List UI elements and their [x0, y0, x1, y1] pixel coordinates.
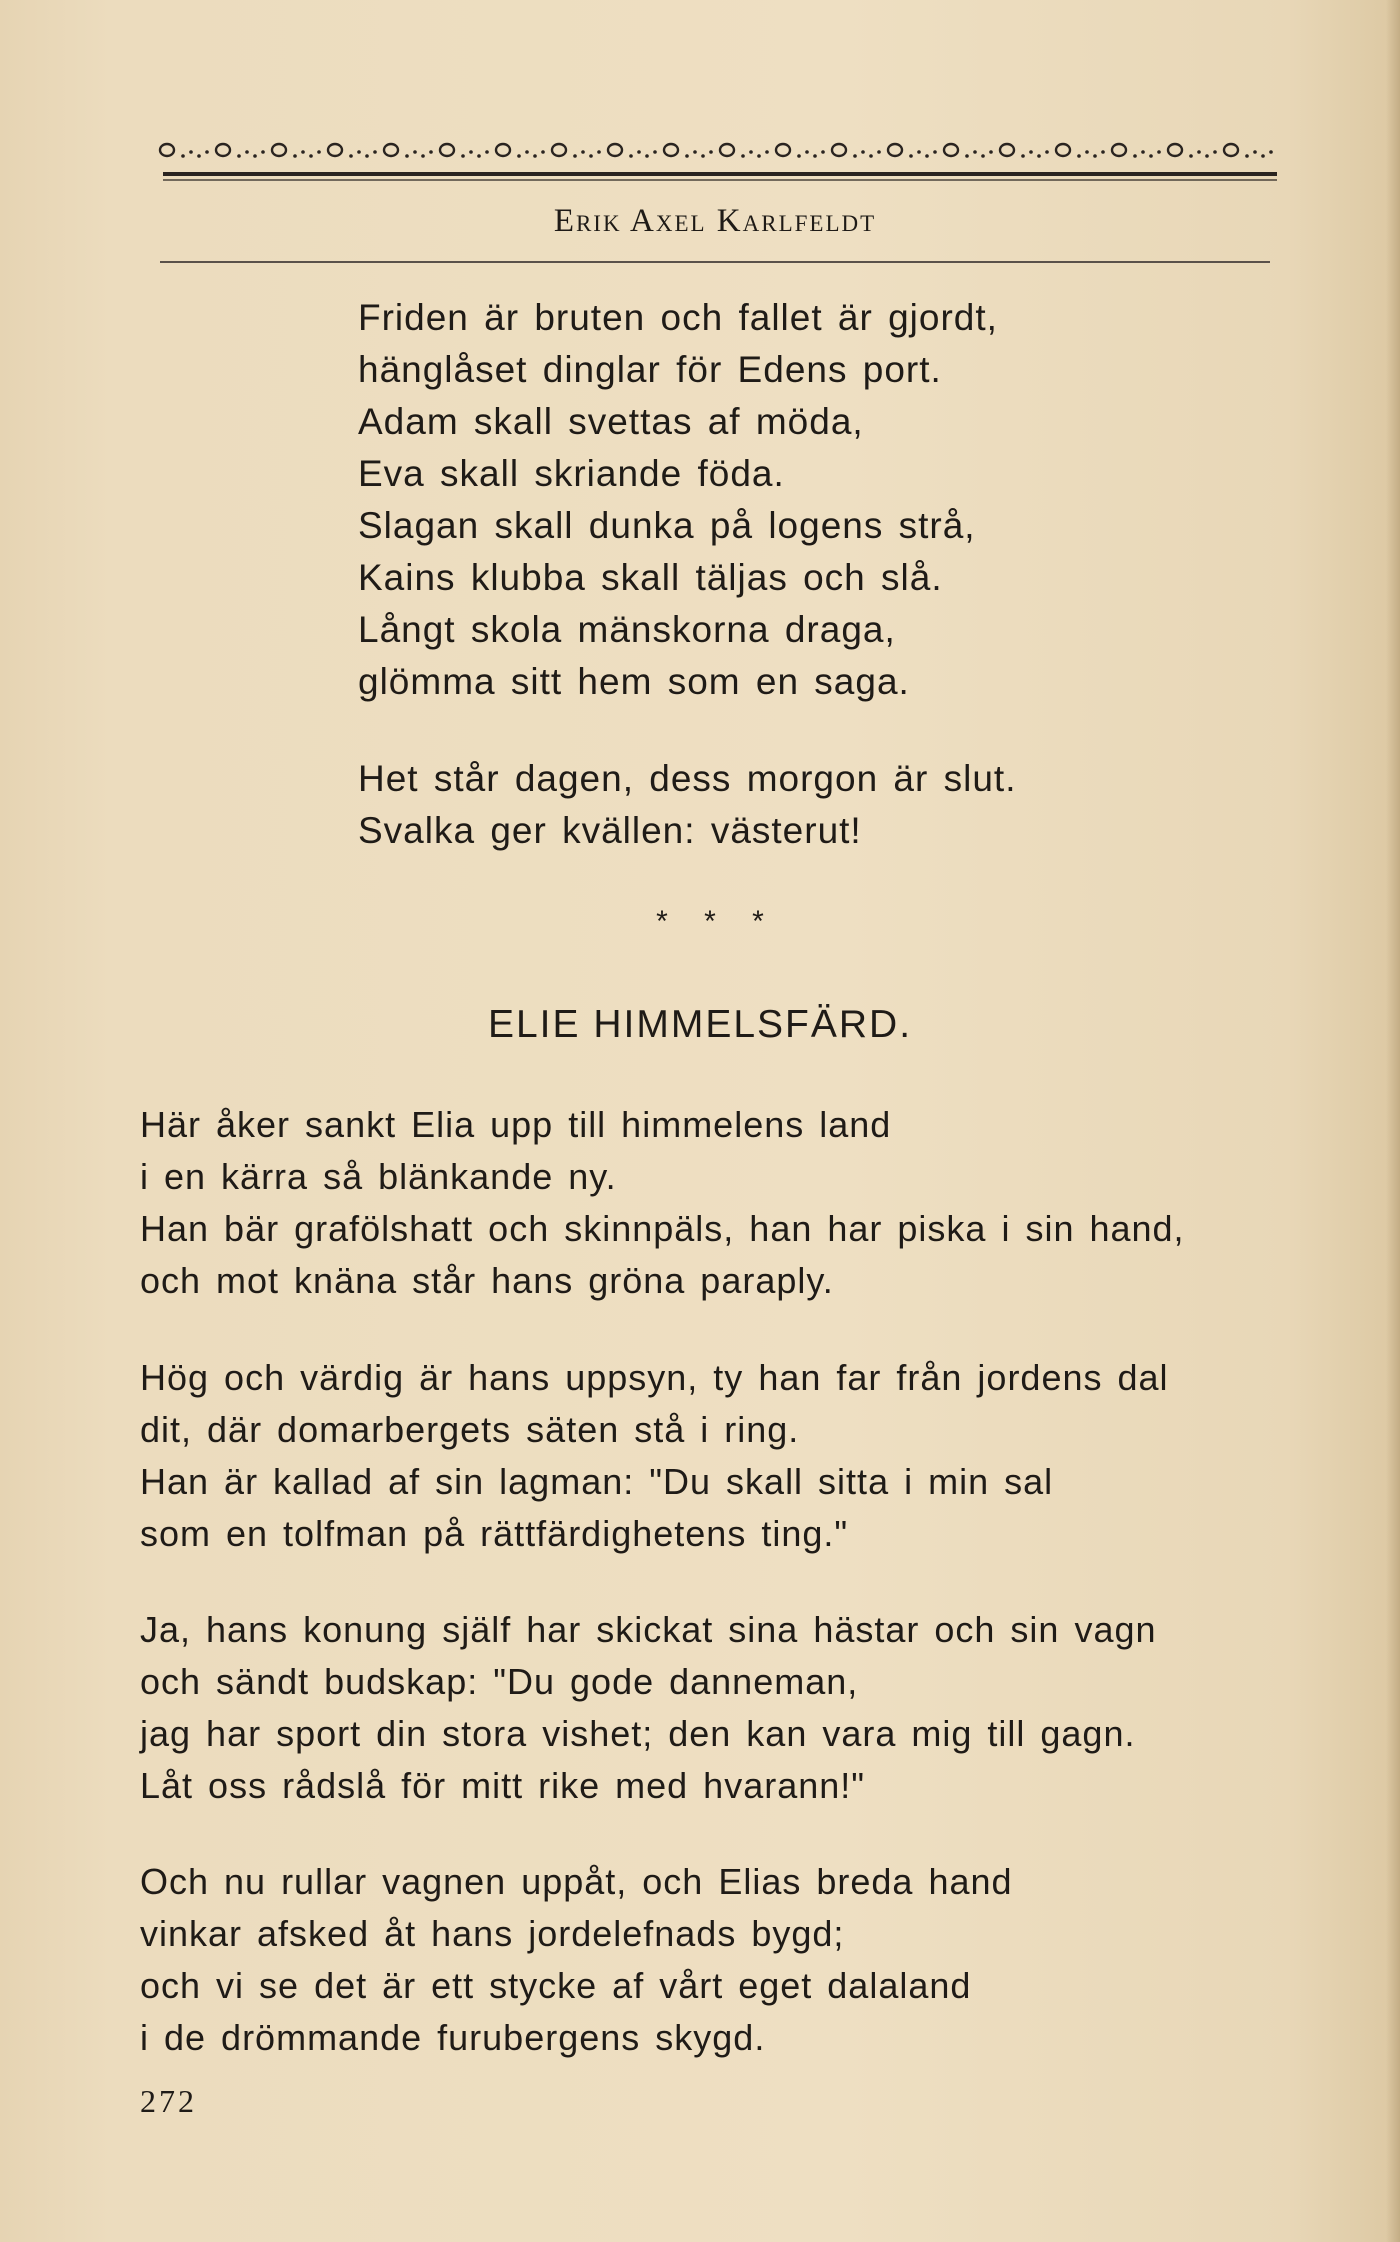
ornament-loop [1168, 144, 1182, 156]
ornament-dot [477, 154, 481, 158]
ornament-dot [973, 150, 977, 154]
ornament-loop [832, 144, 846, 156]
ornament-loop [664, 144, 678, 156]
verse-line: jag har sport din stora vishet; den kan vara mig till gagn. [140, 1713, 1136, 1754]
verse-line: Friden är bruten och fallet är gjordt, [358, 297, 998, 338]
ornament-dot [1133, 154, 1137, 158]
ornament-dot [989, 150, 993, 154]
ornament-loop [160, 144, 174, 156]
verse-line: och sändt budskap: "Du gode danneman, [140, 1661, 859, 1702]
running-head-author: Erik Axel Karlfeldt [553, 203, 877, 239]
ornament-dot [589, 154, 593, 158]
ornament-dot [469, 150, 473, 154]
verse-line: dit, där domarbergets säten stå i ring. [140, 1409, 800, 1450]
ornament-dot [245, 150, 249, 154]
verse-line: Långt skola mänskorna draga, [358, 609, 896, 650]
ornament-loop [1000, 144, 1014, 156]
poem-two-stanza-3 [140, 1604, 1157, 1812]
verse-line: Adam skall svettas af möda, [358, 401, 864, 442]
ornament-dot [205, 150, 209, 154]
ornament-dot [749, 150, 753, 154]
ornament-dot [581, 150, 585, 154]
page-number: 272 [140, 2083, 197, 2119]
ornament-dot [693, 150, 697, 154]
ornament-loop [272, 144, 286, 156]
ornament-loop [944, 144, 958, 156]
verse-line: Svalka ger kvällen: västerut! [358, 810, 862, 851]
ornament-dot [461, 154, 465, 158]
ornament-loop [720, 144, 734, 156]
ornament-dot [1093, 154, 1097, 158]
ornament-dot [797, 154, 801, 158]
ornament-loop [1056, 144, 1070, 156]
verse-line: Eva skall skriande föda. [358, 453, 785, 494]
ornament-dot [573, 154, 577, 158]
verse-line: Ja, hans konung själf har skickat sina hästar och sin vagn [140, 1609, 1157, 1650]
verse-line: hänglåset dinglar för Edens port. [358, 349, 942, 390]
ornament-dot [861, 150, 865, 154]
ornament-dot [485, 150, 489, 154]
ornament-dot [429, 150, 433, 154]
ornament-dot [765, 150, 769, 154]
ornament-dot [421, 154, 425, 158]
ornament-dot [1021, 154, 1025, 158]
ornament-dot [933, 150, 937, 154]
ornament-dot [629, 154, 633, 158]
verse-line: Han bär grafölshatt och skinnpäls, han har piska i sin hand, [140, 1208, 1185, 1249]
ornament-loop [888, 144, 902, 156]
ornament-dot [517, 154, 521, 158]
ornament-dot [685, 154, 689, 158]
ornament-dot [869, 154, 873, 158]
section-separator-asterism: * * * [656, 905, 764, 938]
ornament-loop [440, 144, 454, 156]
ornament-dot [373, 150, 377, 154]
verse-line: Låt oss rådslå för mitt rike med hvarann!" [140, 1765, 866, 1806]
ornament-dot [909, 154, 913, 158]
poem-one-stanza-2 [358, 753, 1016, 857]
ornament-dot [533, 154, 537, 158]
ornamental-header-border [155, 128, 1285, 184]
ornament-dot [1245, 154, 1249, 158]
ornament-loop [552, 144, 566, 156]
ornament-dot [1101, 150, 1105, 154]
ornament-dot [253, 154, 257, 158]
ornament-dot [1269, 150, 1273, 154]
ornament-dot [741, 154, 745, 158]
ornament-dot [413, 150, 417, 154]
verse-line: i en kärra så blänkande ny. [140, 1156, 617, 1197]
ornament-dot [349, 154, 353, 158]
ornament-dot [237, 154, 241, 158]
ornament-dot [1085, 150, 1089, 154]
verse-line: Han är kallad af sin lagman: "Du skall sitta i min sal [140, 1461, 1054, 1502]
ornament-loop [216, 144, 230, 156]
ornament-dot [981, 154, 985, 158]
ornament-loop [776, 144, 790, 156]
ornament-loop [384, 144, 398, 156]
ornament-dot [1197, 150, 1201, 154]
ornament-dot [301, 150, 305, 154]
ornament-dot [1037, 154, 1041, 158]
ornament-loop [328, 144, 342, 156]
verse-line: glömma sitt hem som en saga. [358, 661, 910, 702]
ornament-dot [965, 154, 969, 158]
ornament-dot [709, 150, 713, 154]
ornament-dot [645, 154, 649, 158]
verse-line: Het står dagen, dess morgon är slut. [358, 758, 1017, 799]
verse-line: som en tolfman på rättfärdighetens ting." [140, 1513, 849, 1554]
ornament-dot [1029, 150, 1033, 154]
poem-two-stanza-1 [140, 1099, 1185, 1307]
ornament-dot [1149, 154, 1153, 158]
ornament-dot [1261, 154, 1265, 158]
ornament-dot [1253, 150, 1257, 154]
ornament-dot [1157, 150, 1161, 154]
ornament-loop [1112, 144, 1126, 156]
ornament-dot [1189, 154, 1193, 158]
ornament-dot [309, 154, 313, 158]
verse-line: Och nu rullar vagnen uppåt, och Elias breda hand [140, 1861, 1013, 1902]
ornament-dot [405, 154, 409, 158]
ornament-dot [597, 150, 601, 154]
ornament-dot [757, 154, 761, 158]
ornament-dot [293, 154, 297, 158]
verse-line: vinkar afsked åt hans jordelefnads bygd; [140, 1913, 845, 1954]
poem-two-stanza-2 [140, 1352, 1169, 1560]
ornament-dot [525, 150, 529, 154]
verse-line: Slagan skall dunka på logens strå, [358, 505, 976, 546]
ornament-dot [181, 154, 185, 158]
poem-title: ELIE HIMMELSFÄRD. [487, 1003, 913, 1046]
poem-one-stanza-1 [358, 292, 998, 708]
ornament-dot [853, 154, 857, 158]
ornament-dot [653, 150, 657, 154]
poem-two-stanza-4 [140, 1856, 1013, 2064]
ornament-dot [813, 154, 817, 158]
ornament-dot [877, 150, 881, 154]
page-edge-shadow [1386, 0, 1400, 2242]
ornament-dot [189, 150, 193, 154]
ornament-loop [496, 144, 510, 156]
ornament-dot [365, 154, 369, 158]
ornament-dot [1213, 150, 1217, 154]
ornament-dot [1077, 154, 1081, 158]
verse-line: och vi se det är ett stycke af vårt eget dalaland [140, 1965, 972, 2006]
ornament-dot [637, 150, 641, 154]
ornament-dot [1141, 150, 1145, 154]
ornament-dot [821, 150, 825, 154]
ornament-dot [805, 150, 809, 154]
ornament-dot [261, 150, 265, 154]
header-rule [160, 261, 1270, 263]
ornament-dot [317, 150, 321, 154]
ornament-dot [1045, 150, 1049, 154]
ornament-dot [541, 150, 545, 154]
ornament-loop [608, 144, 622, 156]
ornament-dot [197, 154, 201, 158]
ornament-dot [917, 150, 921, 154]
verse-line: och mot knäna står hans gröna paraply. [140, 1260, 834, 1301]
ornament-dot [357, 150, 361, 154]
ornament-loop [1224, 144, 1238, 156]
ornament-dot [701, 154, 705, 158]
verse-line: i de drömmande furubergens skygd. [140, 2017, 766, 2058]
verse-line: Här åker sankt Elia upp till himmelens land [140, 1104, 892, 1145]
verse-line: Hög och värdig är hans uppsyn, ty han far från jordens dal [140, 1357, 1169, 1398]
ornament-dot [925, 154, 929, 158]
ornament-dot [1205, 154, 1209, 158]
verse-line: Kains klubba skall täljas och slå. [358, 557, 943, 598]
